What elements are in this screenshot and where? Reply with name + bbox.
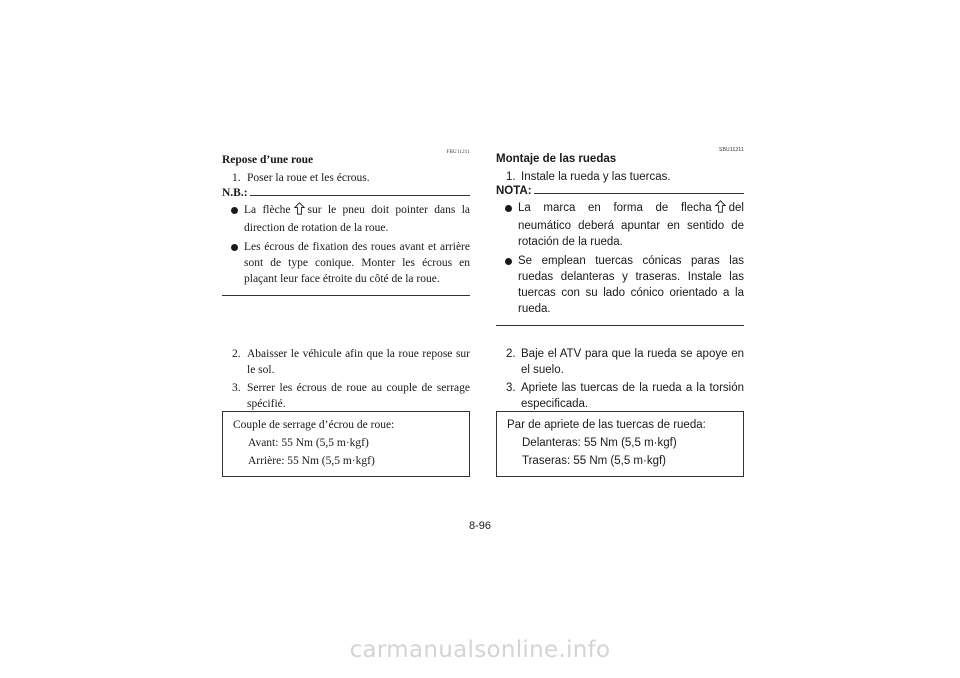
- bullet-dot: [231, 244, 238, 251]
- step-number: 1.: [506, 171, 516, 183]
- step-3: [232, 380, 470, 412]
- bullet-text: Les écrous de fixation des roues avant et arrière sont de type conique. Monter les écrous en plaçant leur face étroite du côté de la roue.: [244, 241, 470, 285]
- up-arrow-icon: [715, 200, 726, 218]
- note-rule: [250, 195, 470, 196]
- note-box: [222, 187, 470, 296]
- note-label: N.B.:: [222, 187, 248, 199]
- step-2: [506, 346, 744, 378]
- section-code: SBU11211: [718, 147, 744, 153]
- step-2: [232, 346, 470, 378]
- step-number: 3.: [232, 382, 241, 394]
- step-text: Serrer les écrous de roue au couple de serrage spécifié.: [247, 382, 470, 410]
- step-text: Apriete las tuercas de la rueda a la torsión especificada.: [521, 382, 744, 410]
- step-number: 1.: [232, 172, 241, 184]
- note-box: [496, 185, 744, 326]
- step-number: 3.: [506, 382, 516, 394]
- step-number: 2.: [506, 348, 516, 360]
- step-text: Poser la roue et les écrous.: [247, 172, 370, 184]
- bullet-text-pre: La flèche: [244, 204, 291, 216]
- bullet-dot: [231, 207, 238, 214]
- note-bullet-2: [496, 253, 744, 317]
- note-header: [222, 187, 470, 199]
- spec-front: Avant: 55 Nm (5,5 m·kgf): [248, 437, 369, 449]
- step-3: [506, 380, 744, 412]
- bullet-text-post: del neumático deberá apuntar en sentido de rotación de la rueda.: [518, 202, 744, 248]
- watermark: carmanualsonline.info: [349, 637, 611, 663]
- spec-title: Couple de serrage d’écrou de roue:: [233, 419, 395, 431]
- bullet-text-post: sur le pneu doit pointer dans la direction de rotation de la roue.: [244, 204, 471, 234]
- bullet-text-pre: La marca en forma de flecha: [518, 202, 712, 214]
- step-text: Baje el ATV para que la rueda se apoye en el suelo.: [521, 348, 744, 376]
- step-number: 2.: [232, 348, 241, 360]
- bullet-dot: [505, 205, 512, 212]
- note-end-rule: [222, 295, 470, 296]
- step-text: Instale la rueda y las tuercas.: [521, 171, 671, 183]
- step-text: Abaisser le véhicule afin que la roue repose sur le sol.: [247, 348, 470, 376]
- spec-rear: Traseras: 55 Nm (5,5 m·kgf): [522, 455, 666, 467]
- page-number: 8-96: [468, 520, 492, 532]
- note-bullet-1: [222, 202, 470, 236]
- section-title: Montaje de las ruedas: [496, 153, 617, 165]
- note-rule: [534, 193, 744, 194]
- spec-rear: Arrière: 55 Nm (5,5 m·kgf): [248, 455, 375, 467]
- note-end-rule: [496, 325, 744, 326]
- torque-spec-box: [496, 411, 744, 477]
- note-header: [496, 185, 744, 197]
- note-bullet-1: [496, 200, 744, 250]
- note-bullet-2: [222, 239, 470, 287]
- step-1: [232, 170, 470, 186]
- spec-title: Par de apriete de las tuercas de rueda:: [507, 419, 706, 431]
- spec-front: Delanteras: 55 Nm (5,5 m·kgf): [522, 437, 677, 449]
- torque-spec-box: [222, 411, 470, 477]
- up-arrow-icon: [294, 202, 305, 220]
- bullet-dot: [505, 258, 512, 265]
- section-code: FBU11211: [446, 150, 470, 155]
- bullet-text: Se emplean tuercas cónicas paras las ruedas delanteras y traseras. Instale las tuercas con su lado cónico orientado a la rueda.: [518, 255, 744, 315]
- note-label: NOTA:: [496, 185, 532, 197]
- section-title: Repose d’une roue: [222, 154, 314, 166]
- step-1: [506, 169, 744, 185]
